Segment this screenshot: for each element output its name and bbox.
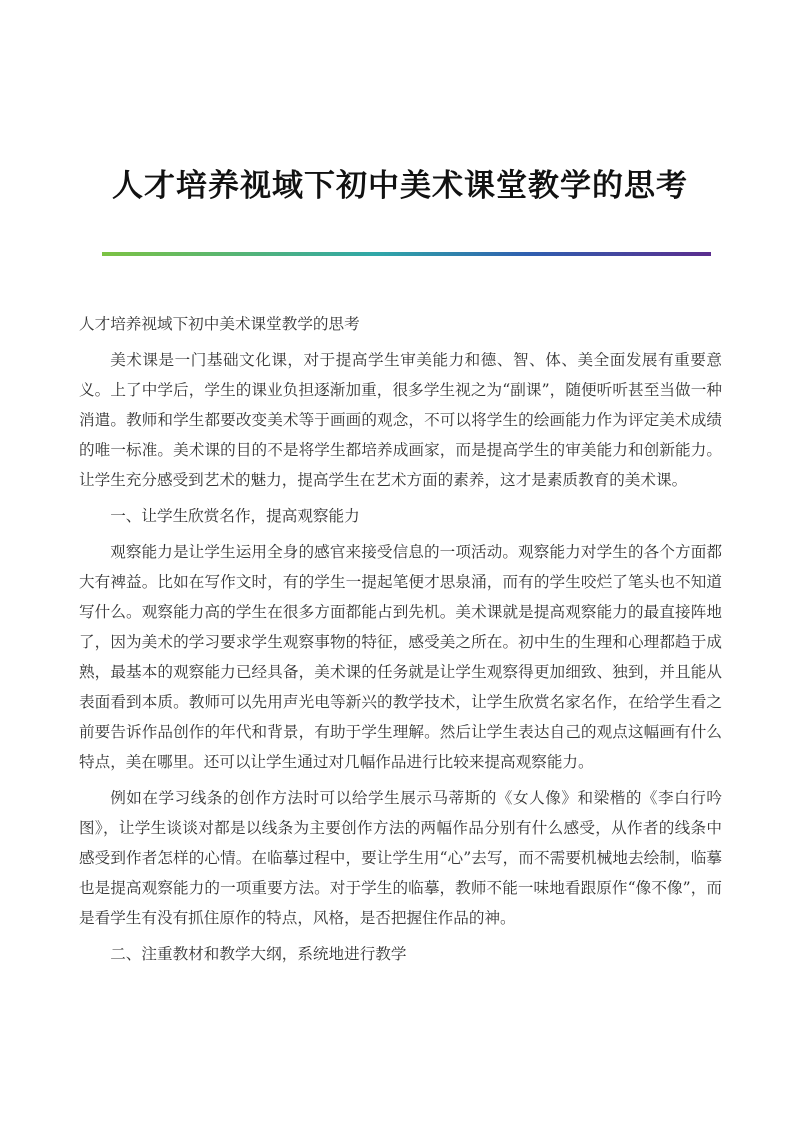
paragraph-observation: 观察能力是让学生运用全身的感官来接受信息的一项活动。观察能力对学生的各个方面都大有裨益。比如在写作文时，有的学生一提起笔便才思泉涌，而有的学生咬烂了笔头也不知道写什么。观察能力高的学生在很多方面都能占到先机。美术课就是提高观察能力的最直接阵地了，因为美术的学习要求学生观察事物的特征，感受美之所在。初中生的生理和心理都趋于成熟，最基本的观察能力已经具备，美术课的任务就是让学生观察得更加细致、独到，并且能从表面看到本质。教师可以先用声光电等新兴的教学技术，让学生欣赏名家名作，在给学生看之前要告诉作品创作的年代和背景，有助于学生理解。然后让学生表达自己的观点这幅画有什么特点，美在哪里。还可以让学生通过对几幅作品进行比较来提高观察能力。 <box>79 543 722 771</box>
title-divider <box>102 252 711 256</box>
document-body <box>79 309 722 975</box>
section-heading-1: 一、让学生欣赏名作，提高观察能力 <box>110 507 360 525</box>
paragraph-intro: 美术课是一门基础文化课，对于提高学生审美能力和德、智、体、美全面发展有重要意义。上了中学后，学生的课业负担逐渐加重，很多学生视之为“副课”，随便听听甚至当做一种消遣。教师和学生都要改变美术等于画画的观念，不可以将学生的绘画能力作为评定美术成绩的唯一标准。美术课的目的不是将学生都培养成画家，而是提高学生的审美能力和创新能力。让学生充分感受到艺术的魅力，提高学生在艺术方面的素养，这才是素质教育的美术课。 <box>79 351 722 489</box>
document-title: 人才培养视域下初中美术课堂教学的思考 <box>112 168 688 204</box>
body-heading: 人才培养视域下初中美术课堂教学的思考 <box>79 315 360 333</box>
paragraph-example: 例如在学习线条的创作方法时可以给学生展示马蒂斯的《女人像》和梁楷的《李白行吟图》，让学生谈谈对都是以线条为主要创作方法的两幅作品分别有什么感受，从作者的线条中感受到作者怎样的心情。在临摹过程中，要让学生用“心”去写，而不需要机械地去绘制，临摹也是提高观察能力的一项重要方法。对于学生的临摹，教师不能一味地看跟原作“像不像”，而是看学生有没有抓住原作的特点，风格，是否把握住作品的神。 <box>79 789 722 927</box>
section-heading-2: 二、注重教材和教学大纲，系统地进行教学 <box>110 945 407 963</box>
